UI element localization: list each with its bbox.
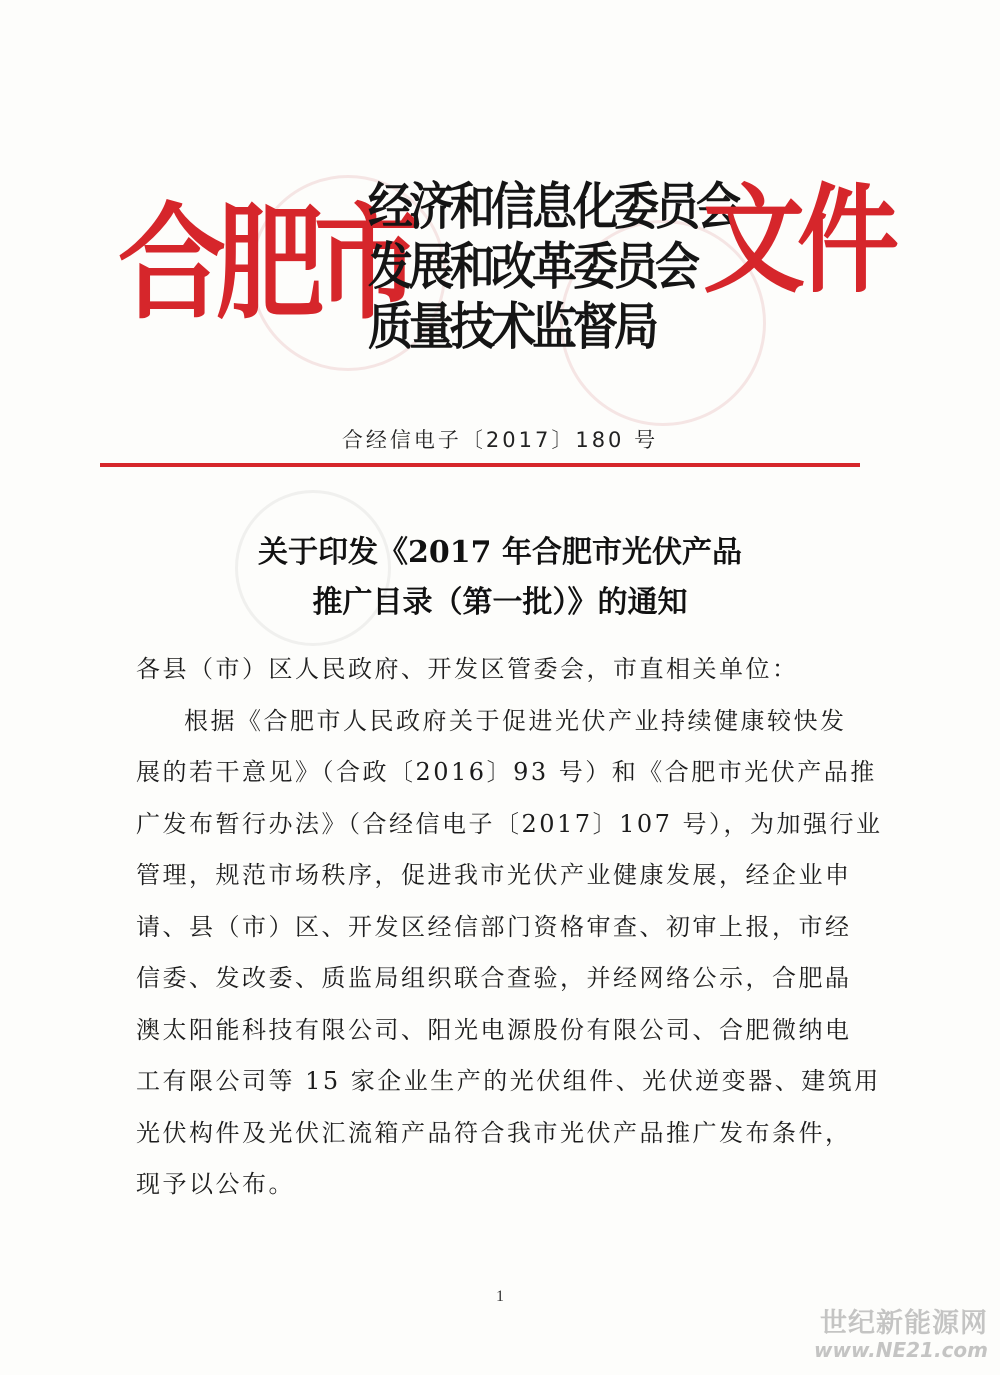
salutation: 各县（市）区人民政府、开发区管委会，市直相关单位： — [136, 655, 799, 683]
paragraph-line: 管理，规范市场秩序，促进我市光伏产业健康发展，经企业申 — [136, 861, 852, 889]
paragraph-line: 澳太阳能科技有限公司、阳光电源股份有限公司、合肥微纳电 — [136, 1015, 852, 1044]
document-title — [0, 528, 1000, 628]
paragraph-line: 请、县（市）区、开发区经信部门资格审查、初审上报，市经 — [136, 912, 852, 941]
document-number: 合经信电子〔2017〕180 号 — [341, 428, 659, 452]
paragraph-line: 根据《合肥市人民政府关于促进光伏产业持续健康较快发 — [184, 706, 847, 735]
issuer-line: 质量技术监督局 — [368, 296, 656, 357]
paragraph-line: 广发布暂行办法》（合经信电子〔2017〕107 号），为加强行业 — [136, 809, 883, 838]
paragraph-line: 信委、发改委、质监局组织联合查验，并经网络公示，合肥晶 — [136, 964, 852, 992]
issuer-line: 经济和信息化委员会 — [368, 176, 738, 237]
watermark-name: 世纪新能源网 — [820, 1308, 988, 1339]
page-number: 1 — [496, 1288, 504, 1305]
site-watermark — [814, 1309, 988, 1361]
paragraph-line: 现予以公布。 — [136, 1170, 295, 1198]
letterhead — [118, 165, 891, 365]
title-line: 推广目录（第一批）》的通知 — [312, 585, 688, 620]
paragraph-line: 工有限公司等 15 家企业生产的光伏组件、光伏逆变器、建筑用 — [136, 1067, 881, 1095]
document-body — [136, 644, 883, 1211]
letterhead-document-word: 文件 — [703, 173, 891, 310]
paragraph-line: 光伏构件及光伏汇流箱产品符合我市光伏产品推广发布条件， — [136, 1118, 852, 1147]
paragraph-line: 展的若干意见》（合政〔2016〕93 号）和《合肥市光伏产品推 — [136, 758, 877, 786]
red-divider-line — [100, 463, 860, 467]
title-line: 关于印发《2017 年合肥市光伏产品 — [258, 535, 742, 570]
letterhead-city: 合肥市 — [118, 192, 413, 337]
watermark-url: www.NE21.com — [813, 1338, 988, 1362]
letterhead-issuers — [368, 176, 738, 357]
issuer-line: 发展和改革委员会 — [368, 236, 697, 297]
